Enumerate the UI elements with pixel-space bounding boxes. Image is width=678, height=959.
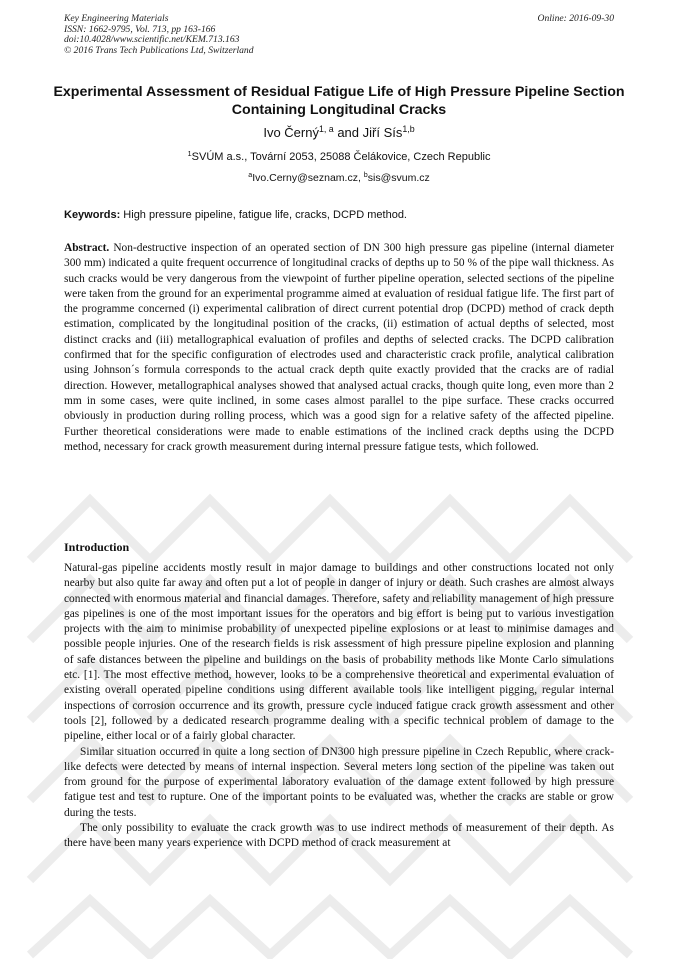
affiliation	[40, 148, 638, 164]
paragraph: The only possibility to evaluate the crack growth was to use indirect methods of measurement of their depth. As there have been many years experience with DCPD method of crack measurement at	[64, 822, 614, 850]
author-separator: and	[333, 125, 363, 140]
affiliation-superscript: 1	[187, 148, 192, 158]
author-list	[40, 125, 638, 141]
online-date: Online: 2016-09-30	[537, 13, 614, 24]
abstract-text: Non-destructive inspection of an operated section of DN 300 high pressure gas pipeline (internal diameter 300 mm) indicated a quite frequent occurrence of longitudinal cracks of depths up to 50 % of the pipe wall thickness. As such cracks would be very dangerous from the viewpoint of further pipeline operation, selected sections of the pipeline were taken from the ground for an experimental programme aimed at evaluation of residual fatigue life. The first part of the programme concerned (i) experimental calibration of direct current potential drop (DCPD) method of crack depth estimation, complicated by the longitudinal position of the cracks, (ii) estimation of actual depths of selected, most distinct cracks and (iii) metallographical evaluation of profiles and depths of selected cracks. The DCPD calibration confirmed that for the specific configuration of electrodes used and characteristic crack profile, analytical calibration using Johnson´s formula corresponds to the actual crack depth quite exactly provided that the cracks are of radial direction. However, metallographical analyses showed that analysed actual cracks, though quite long, even more than 2 mm in some cases, were quite inclined, in some cases almost parallel to the pipe surface. These cracks occurred obviously in production during rolling process, which was a good sign for a relative safety of the affected pipeline. Further theoretical considerations were made to enable estimations of the inclined crack depths using the DCPD method, necessary for crack growth measurement during internal pressure fatigue tests, which followed.	[64, 242, 614, 453]
author-emails	[40, 172, 638, 185]
introduction-body	[64, 561, 614, 852]
copyright-line: © 2016 Trans Tech Publications Ltd, Switzerland	[64, 44, 254, 56]
author-superscript: 1, a	[318, 124, 334, 135]
author-superscript: 1,b	[402, 124, 415, 135]
email-address: Ivo.Cerny@seznam.cz,	[252, 172, 364, 184]
paragraph: Similar situation occurred in quite a long section of DN300 high pressure pipeline in Czech Republic, where crack-like defects were detected by means of internal inspection. Several meters long section of the pipeline was taken out from ground for the purpose of experimental laboratory evaluation of the damage extent followed by high pressure fatigue test and test to rupture. One of the important points to be evaluated was, whether the cracks are stable or grow during the tests.	[64, 745, 614, 819]
section-heading-introduction: Introduction	[64, 540, 130, 554]
author-name: Ivo Černý	[263, 125, 319, 140]
abstract	[64, 241, 614, 455]
abstract-label: Abstract.	[64, 242, 110, 254]
paper-title: Experimental Assessment of Residual Fatigue Life of High Pressure Pipeline Section Containing Longitudinal Cracks	[53, 84, 625, 118]
issn-line: ISSN: 1662-9795, Vol. 713, pp 163-166	[64, 23, 216, 35]
journal-header	[64, 14, 254, 56]
journal-name: Key Engineering Materials	[64, 13, 169, 24]
author-name: Jiří Sís	[362, 125, 403, 140]
keywords-label: Keywords:	[64, 209, 121, 221]
keywords-text: High pressure pipeline, fatigue life, cracks, DCPD method.	[120, 209, 407, 221]
email-address: sis@svum.cz	[367, 172, 430, 184]
doi-line: doi:10.4028/www.scientific.net/KEM.713.163	[64, 34, 240, 46]
email-superscript: b	[363, 171, 368, 180]
paragraph: Natural-gas pipeline accidents mostly result in major damage to buildings and other constructions located not only nearby but also quite far away and often put a lot of people in danger of injury or death. Such crashes are almost always connected with enormous material and financial damages. Therefore, safety and reliability management of high pressure gas pipelines is one of the most important issues for the operators and big effort is being put to various investigation projects with the aim to minimise probability of unexpected pipeline explosions or at least to minimise damages and possible people injuries. One of the research fields is risk assessment of high pressure pipeline explosion and planning of safe distances between the pipeline and buildings on the basis of probability methods like Monte Carlo simulations etc. [1]. The most effective method, however, looks to be a comprehensive theoretical and experimental evaluation of existing overall operated pipeline conditions using different available tools like intelligent pigging, regular internal inspections of corrosion occurrence and its growth, pressure cycle induced fatigue crack growth assessment and other tools [2], followed by a dedicated research programme dealing with a specific technical problem of damage to the pipeline, either local or of a fairly global character.	[64, 562, 614, 743]
keywords	[64, 209, 614, 222]
email-superscript: a	[248, 171, 253, 180]
affiliation-text: SVÚM a.s., Tovární 2053, 25088 Čelákovice, Czech Republic	[191, 151, 491, 163]
